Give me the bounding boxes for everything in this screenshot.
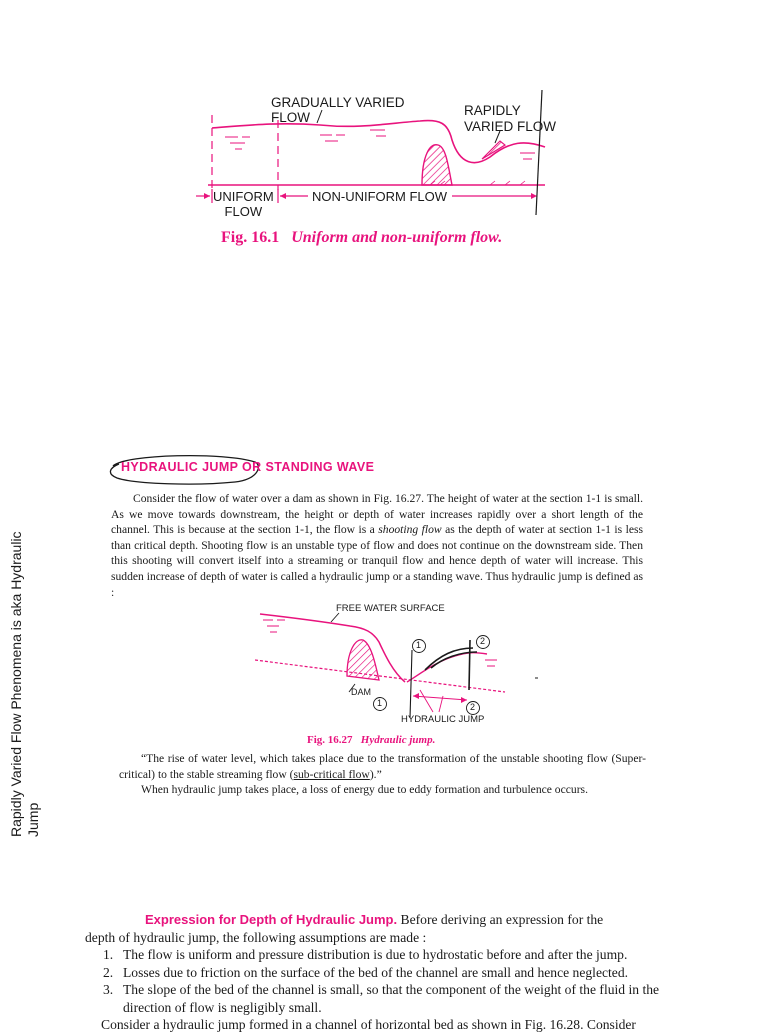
- marker-1-top: 1: [416, 640, 422, 650]
- marker-1-bottom: 1: [377, 698, 383, 708]
- side-annotation: Rapidly Varied Flow Phenomena is aka Hydraulic Jump: [8, 531, 41, 837]
- paragraph-definition: “The rise of water level, which takes place due to the transformation of the unstable shooting flow (Super-critical) to the stable streaming flow (sub-critical flow).” When hydraulic jump takes place, a loss of energy due to eddy formation and turbulence occurs.: [119, 752, 646, 797]
- expression-section: Expression for Depth of Hydraulic Jump. Before deriving an expression for the depth of hydraulic jump, the following assumptions are made : 1. The flow is uniform and pressure distribution is due to hydrostatic before and after the jump. 2. Losses due to friction on the surface of the bed of the channel are small and hence neglected. 3. The slope of the bed of the channel is small, so that the component of the weight of the fluid in the direction of flow is negligibly small. Consider a hydraulic jump formed in a channel of horizontal bed as shown in Fig. 16.28. Consider: [85, 911, 685, 1034]
- label-dam: DAM: [351, 687, 371, 697]
- figure-hydraulic-jump: [255, 600, 545, 730]
- section-heading-hydraulic-jump: HYDRAULIC JUMP OR STANDING WAVE: [121, 460, 375, 474]
- paragraph-hydraulic-jump-intro: Consider the flow of water over a dam as shown in Fig. 16.27. The height of water at the section 1-1 is small. As we move towards downstream, the height or depth of water increases rapidly over a short length of the channel. This is because at the section 1-1, the flow is a shooting flow as the depth of water at section 1-1 is less than critical depth. Shooting flow is an unstable type of flow and does not continue on the downstream side. Then this shooting will convert itself into a streaming or tranquil flow and hence depth of water will increase. This sudden increase of depth of water is called a hydraulic jump or a standing wave. Thus hydraulic jump is defined as :: [111, 492, 643, 599]
- assumption-item-1: 1. The flow is uniform and pressure distribution is due to hydrostatic before and after the jump.: [103, 947, 628, 962]
- subheading-expression: Expression for Depth of Hydraulic Jump.: [145, 912, 398, 927]
- label-hydraulic-jump: HYDRAULIC JUMP: [401, 714, 485, 725]
- label-rapidly-varied-flow: RAPIDLY VARIED FLOW: [464, 103, 557, 134]
- label-gradually-varied-flow: GRADUALLY VARIED FLOW: [271, 95, 405, 125]
- figure-caption-16-1: Fig. 16.1 Uniform and non-uniform flow.: [221, 229, 503, 246]
- assumption-item-3: 3. The slope of the bed of the channel is small, so that the component of the weight of the fluid in the direction of flow is negligibly small.: [103, 982, 660, 1015]
- marker-2-top: 2: [480, 636, 486, 646]
- figure-caption-16-27: Fig. 16.27 Hydraulic jump.: [307, 734, 436, 746]
- assumption-item-2: 2. Losses due to friction on the surface of the bed of the channel are small and hence neglected.: [103, 964, 629, 980]
- label-uniform-flow: UNIFORM FLOW: [213, 189, 274, 219]
- label-non-uniform-flow: NON-UNIFORM FLOW: [312, 189, 448, 204]
- marker-2-bottom: 2: [470, 702, 476, 712]
- label-free-water-surface: FREE WATER SURFACE: [336, 603, 445, 614]
